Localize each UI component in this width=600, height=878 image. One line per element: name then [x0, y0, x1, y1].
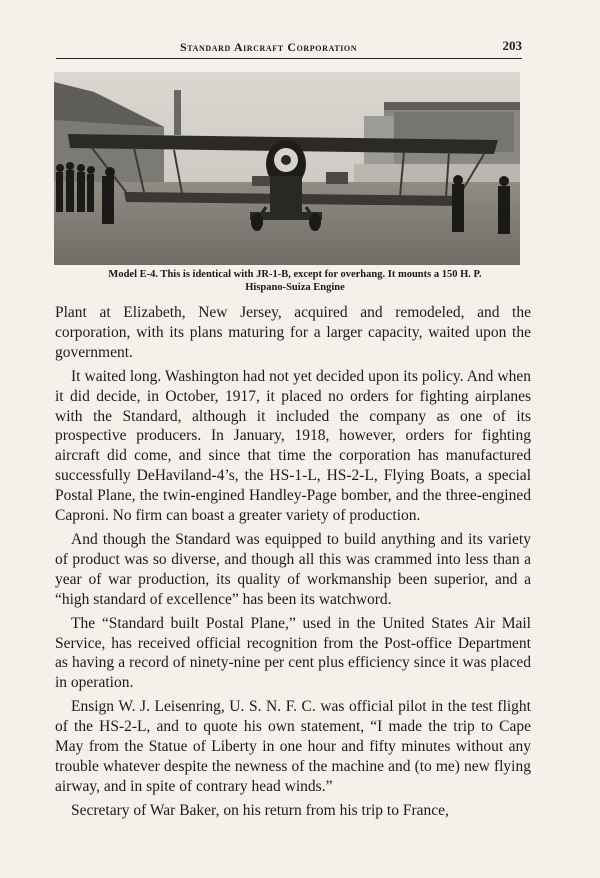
- running-head: Standard Aircraft Corporation: [180, 40, 358, 54]
- caption-line-1: Model E-4. This is identical with JR-1-B, except for overhang. It mounts a 150 H. P.: [108, 269, 482, 280]
- paragraph: Plant at Elizabeth, New Jersey, acquired and remodeled, and the corporation, with its plans maturing for a larger capacity, waited upon the government.: [55, 304, 531, 361]
- figure-caption: [60, 268, 530, 294]
- paragraph: And though the Standard was equipped to build anything and its variety of product was so diverse, and though all this was crammed into less than a year of war production, its quality of workmanship been superior, and a “high standard of excellence” has been its watchword.: [55, 530, 531, 608]
- caption-line-2: Hispano-Suiza Engine: [245, 282, 345, 293]
- body-text: [55, 303, 531, 825]
- paragraph: Ensign W. J. Leisenring, U. S. N. F. C. was official pilot in the test flight of the HS-2-L, and to quote his own statement, “I made the trip to Cape May from the Statue of Liberty in one hour and fifty minutes without any trouble whatever despite the newness of the machine and (to me) new flying airway, and in spite of contrary head winds.”: [55, 698, 531, 795]
- biplane-photograph: [54, 72, 520, 265]
- page-header: [56, 38, 522, 59]
- paragraph: It waited long. Washington had not yet decided upon its policy. And when it did decide, in October, 1917, it placed no orders for fighting airplanes with the Standard, although it included the company as one of its prospective producers. In January, 1918, however, orders for fighting aircraft did come, and since that time the corporation has manufactured successfully DeHaviland-4’s, the HS-1-L, HS-2-L, Flying Boats, a special Postal Plane, the twin-engined Handley-Page bomber, and the three-engined Caproni. No firm can boast a greater variety of production.: [55, 367, 531, 525]
- page-number: 203: [502, 38, 522, 53]
- paragraph: Secretary of War Baker, on his return from his trip to France,: [71, 801, 449, 819]
- paragraph: The “Standard built Postal Plane,” used in the United States Air Mail Service, has received official recognition from the Post-office Department as having a record of ninety-nine per cent plus efficiency since it was placed in operation.: [55, 614, 531, 692]
